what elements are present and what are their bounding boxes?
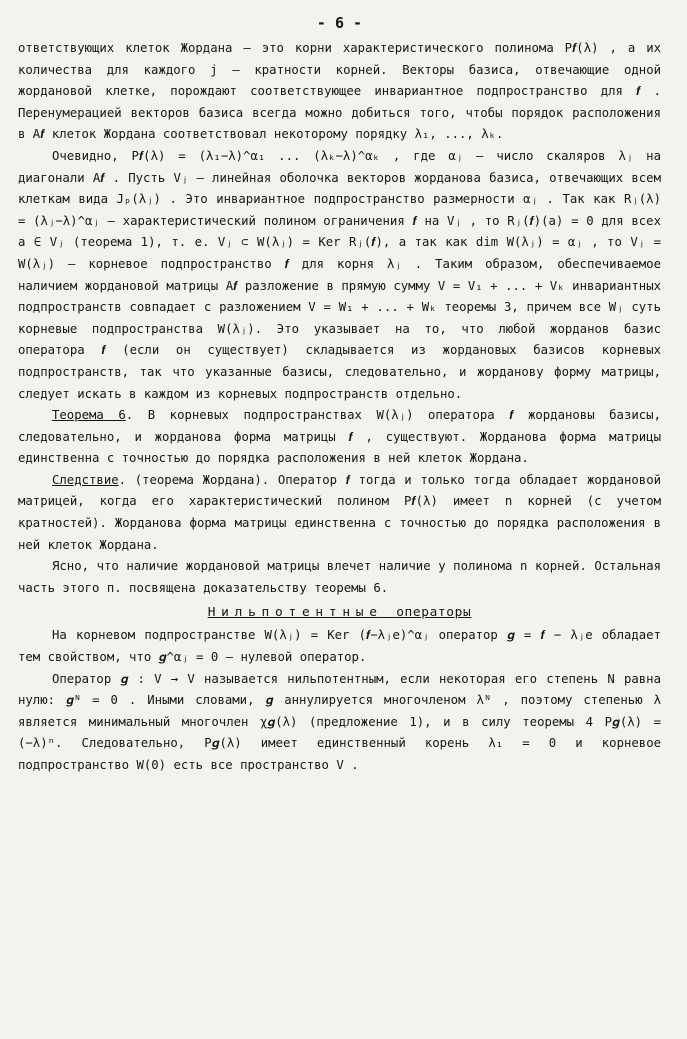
section-heading: [18, 602, 661, 624]
paragraph-corollary: [18, 470, 661, 556]
corollary-text: . (теорема Жордана). Оператор 𝒇 тогда и только тогда обладает жордановой матрицей, когда его характеристический полином P𝒇(λ) имеет n корней (с учетом кратностей). Жорданова форма матрицы единственна с точностью до порядка расположения в ней клеток Жордана.: [18, 472, 661, 552]
paragraph-6: На корневом подпространстве W(λⱼ) = Ker (𝒇−λⱼe)^αⱼ оператор 𝒈 = 𝒇 − λⱼe обладает тем свойством, что 𝒈^αⱼ = 0 – нулевой оператор.: [18, 628, 661, 665]
page-number: - 6 -: [316, 14, 363, 32]
theorem-6-label: Теорема 6: [52, 408, 126, 423]
paragraph-7: Оператор 𝒈 : V → V называется нильпотентным, если некоторая его степень N равна нулю: 𝒈ᴺ = 0 . Иными словами, 𝒈 аннулируется многочленом λᴺ , поэтому степенью λ является минимальный многочлен χ𝒈(λ) (предложение 1), и в силу теоремы 4 P𝒈(λ) = (−λ)ⁿ. Следовательно, P𝒈(λ) имеет единственный корень λ₁ = 0 и корневое подпространство W(0) есть все пространство V .: [18, 671, 661, 772]
section-heading-word-2: операторы: [396, 605, 472, 621]
section-heading-word-1: Нильпотентные: [207, 605, 383, 621]
corollary-label: Следствие: [52, 472, 119, 487]
paragraph-1: ответствующих клеток Жордана – это корни характеристического полинома P𝒇(λ) , а их количества для каждого j – кратности корней. Векторы базиса, отвечающие одной жордановой клетке, порождают соответствующее инвариантное подпространство для 𝒇 . Перенумерацией векторов базиса всегда можно добиться того, чтобы порядок расположения в A𝒇 клеток Жордана соответствовал некоторому порядку λ₁, ..., λₖ.: [18, 41, 661, 142]
paragraph-theorem-6: [18, 405, 661, 470]
theorem-6-text: . В корневых подпространствах W(λⱼ) оператора 𝒇 жордановы базисы, следовательно, и жорданова форма матрицы 𝒇 , существуют. Жорданова форма матрицы единственна с точностью до порядка расположения в ней клеток Жордана.: [18, 408, 661, 466]
paragraph-5: Ясно, что наличие жордановой матрицы влечет наличие у полинома n корней. Остальная часть этого п. посвящена доказательству теоремы 6.: [18, 559, 661, 595]
paragraph-2: Очевидно, P𝒇(λ) = (λ₁−λ)^α₁ ... (λₖ−λ)^αₖ , где αⱼ – число скаляров λⱼ на диагонали A𝒇 . Пусть Vⱼ – линейная оболочка векторов жорданова базиса, отвечающих всем клеткам вида Jₚ(λⱼ) . Это инвариантное подпространство размерности αⱼ . Так как Rⱼ(λ) = (λⱼ−λ)^αⱼ – характеристический полином ограничения 𝒇 на Vⱼ , то Rⱼ(𝒇)(a) = 0 для всех a ∈ Vⱼ (теорема 1), т. е. Vⱼ ⊂ W(λⱼ) = Ker Rⱼ(𝒇), а так как dim W(λⱼ) = αⱼ , то Vⱼ = W(λⱼ) – корневое подпространство 𝒇 для корня λⱼ . Таким образом, обеспечиваемое наличием жордановой матрицы A𝒇 разложение в прямую сумму V = V₁ + ... + Vₖ инвариантных подпространств совпадает с разложением V = W₁ + ... + Wₖ теоремы 3, причем все Wⱼ суть корневые подпространства W(λⱼ). Это указывает на то, что любой жорданов базис оператора 𝒇 (если он существует) складывается из жордановых базисов корневых подпространств, так что указанные базисы, следовательно, и жорданову форму матрицы, следует искать в каждом из корневых подпространств отдельно.: [18, 148, 661, 401]
